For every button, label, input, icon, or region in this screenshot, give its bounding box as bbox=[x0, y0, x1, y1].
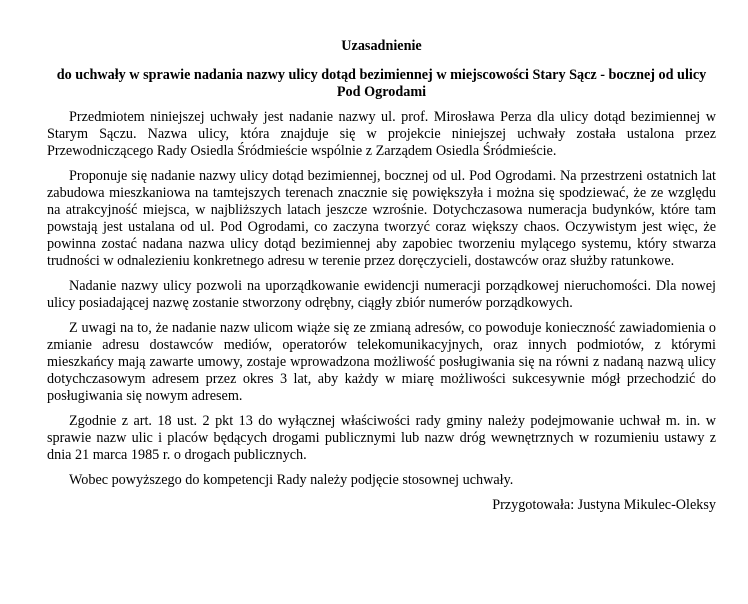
paragraph-purpose: Przedmiotem niniejszej uchwały jest nadanie nazwy ul. prof. Mirosława Perza dla ulicy dotąd bezimiennej w Starym Sączu. Nazwa ulicy, która znajduje się w projekcie niniejszej uchwały została ustalona przez Przewodniczącego Rady Osiedla Śródmieście wspólnie z Zarządem Osiedla Śródmieście. bbox=[47, 109, 716, 159]
paragraph-address-change: Z uwagi na to, że nadanie nazw ulicom wiąże się ze zmianą adresów, co powoduje konieczność zawiadomienia o zmianie adresu dostawców mediów, operatorów telekomunikacyjnych, oraz innych podmiotów, z którymi mieszkańcy mają zawarte umowy, zostaje wprowadzona możliwość posługiwania się na równi z nadaną nazwą ulicy dotychczasowym adresem przez okres 3 lat, aby każdy w miarę możliwości sukcesywnie mógł przechodzić do posługiwania się nowym adresem. bbox=[47, 320, 716, 404]
document-title: Uzasadnienie bbox=[341, 38, 422, 54]
paragraph-proposal: Proponuje się nadanie nazwy ulicy dotąd bezimiennej, bocznej od ul. Pod Ogrodami. Na przestrzeni ostatnich lat zabudowa mieszkaniowa na tamtejszych terenach znacznie się powiększyła i można się spodziewać, że ze względu na atrakcyjność miejsca, w najbliższych latach jeszcze wzrośnie. Dotychczasowa numeracja budynków, które tam powstają jest ustalana od ul. Pod Ogrodami, co zaczyna tworzyć coraz większy chaos. Oczywistym jest więc, że powinna zostać nadana nazwa ulicy dotąd bezimiennej aby zapobiec tworzeniu mylącego systemu, który stwarza trudności w odnalezieniu konkretnego adresu w terenie przez doręczycieli, dostawców oraz służby ratunkowe. bbox=[47, 168, 716, 269]
paragraph-conclusion: Wobec powyższego do kompetencji Rady należy podjęcie stosownej uchwały. bbox=[69, 472, 514, 488]
paragraph-legal-basis: Zgodnie z art. 18 ust. 2 pkt 13 do wyłącznej właściwości rady gminy należy podejmowanie uchwał m. in. w sprawie nazw ulic i placów będących drogami publicznymi lub nazw dróg wewnętrznych w rozumieniu ustawy z dnia 21 marca 1985 r. o drogach publicznych. bbox=[47, 413, 716, 463]
document-subtitle: do uchwały w sprawie nadania nazwy ulicy dotąd bezimiennej w miejscowości Stary Sącz - bocznej od ulicy Pod Ogrodami bbox=[56, 67, 707, 100]
signature-line: Przygotowała: Justyna Mikulec-Oleksy bbox=[492, 497, 716, 513]
document-page bbox=[47, 38, 716, 514]
paragraph-numbering: Nadanie nazwy ulicy pozwoli na uporządkowanie ewidencji numeracji porządkowej nieruchomości. Dla nowej ulicy posiadającej nazwę zostanie stworzony odrębny, ciągły zbiór numerów porządkowych. bbox=[47, 278, 716, 311]
